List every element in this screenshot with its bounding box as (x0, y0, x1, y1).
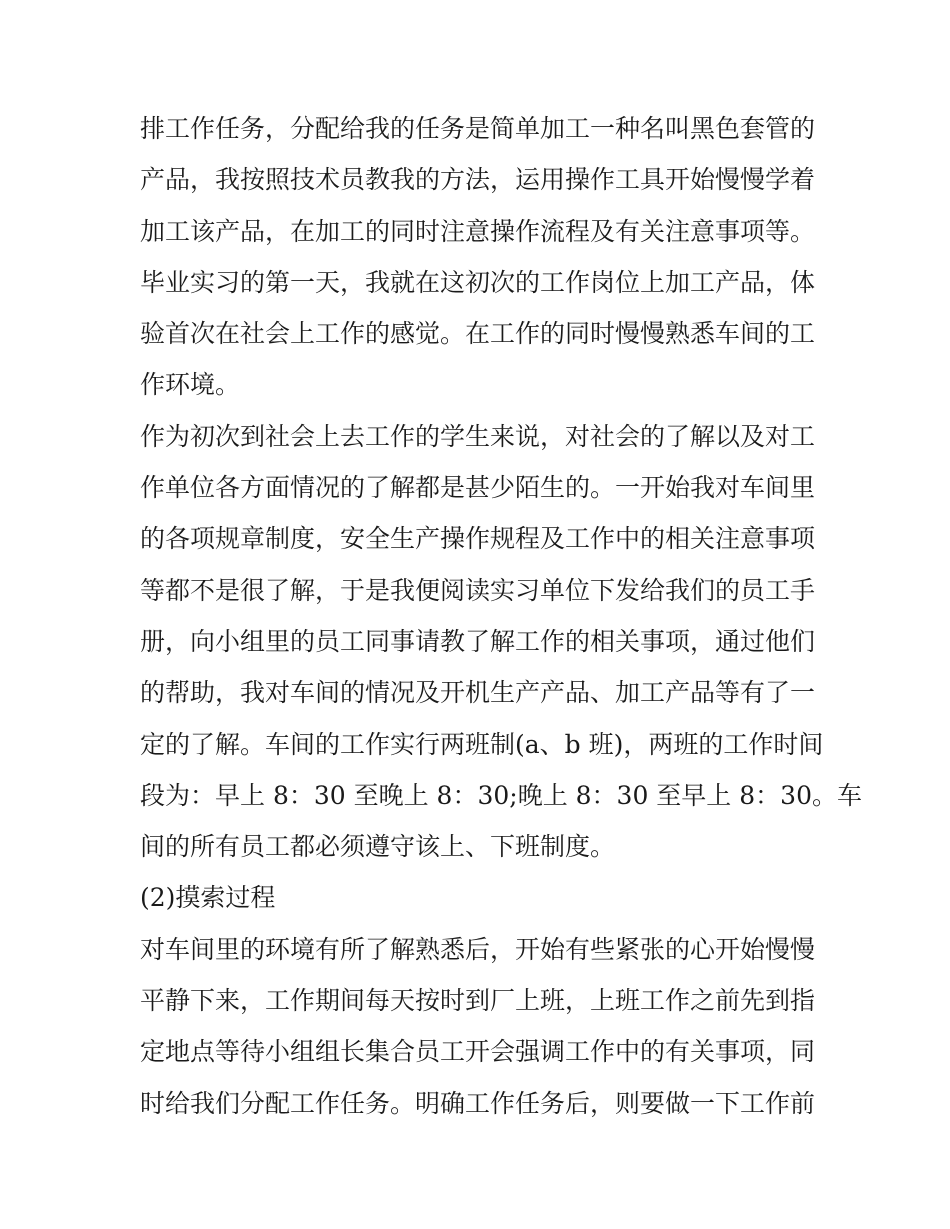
text-line-13: 定的了解。车间的工作实行两班制(a、b 班)，两班的工作时间 (140, 729, 824, 759)
text-line-4: 毕业实习的第一天，我就在这初次的工作岗位上加工产品，体 (140, 267, 816, 297)
section-heading: (2)摸索过程 (140, 883, 276, 913)
text-line-12: 的帮助，我对车间的情况及开机生产产品、加工产品等有了一 (140, 678, 816, 708)
text-line-9: 的各项规章制度，安全生产操作规程及工作中的相关注意事项 (140, 524, 816, 554)
text-line-8: 作单位各方面情况的了解都是甚少陌生的。一开始我对车间里 (140, 473, 816, 503)
text-line-15: 间的所有员工都必须遵守该上、下班制度。 (140, 832, 616, 862)
text-line-19: 定地点等待小组组长集合员工开会强调工作中的有关事项，同 (140, 1037, 816, 1067)
text-line-18: 平静下来，工作期间每天按时到厂上班，上班工作之前先到指 (140, 986, 816, 1016)
text-line-6: 作环境。 (140, 370, 241, 400)
document-body (140, 103, 862, 1129)
text-line-17: 对车间里的环境有所了解熟悉后，开始有些紧张的心开始慢慢 (140, 934, 816, 964)
text-line-11: 册，向小组里的员工同事请教了解工作的相关事项，通过他们 (140, 626, 816, 656)
text-line-1: 排工作任务，分配给我的任务是简单加工一种名叫黑色套管的 (140, 114, 816, 143)
text-line-10: 等都不是很了解，于是我便阅读实习单位下发给我们的员工手 (140, 575, 816, 605)
text-line-20: 时给我们分配工作任务。明确工作任务后，则要做一下工作前 (140, 1088, 816, 1118)
text-line-3: 加工该产品，在加工的同时注意操作流程及有关注意事项等。 (140, 216, 816, 246)
text-line-14: 段为：早上 8：30 至晚上 8：30;晚上 8：30 至早上 8：30。车 (140, 780, 862, 810)
text-line-2: 产品，我按照技术员教我的方法，运用操作工具开始慢慢学着 (140, 165, 816, 195)
text-line-7: 作为初次到社会上去工作的学生来说，对社会的了解以及对工 (140, 421, 816, 451)
text-line-5: 验首次在社会上工作的感觉。在工作的同时慢慢熟悉车间的工 (140, 319, 816, 349)
